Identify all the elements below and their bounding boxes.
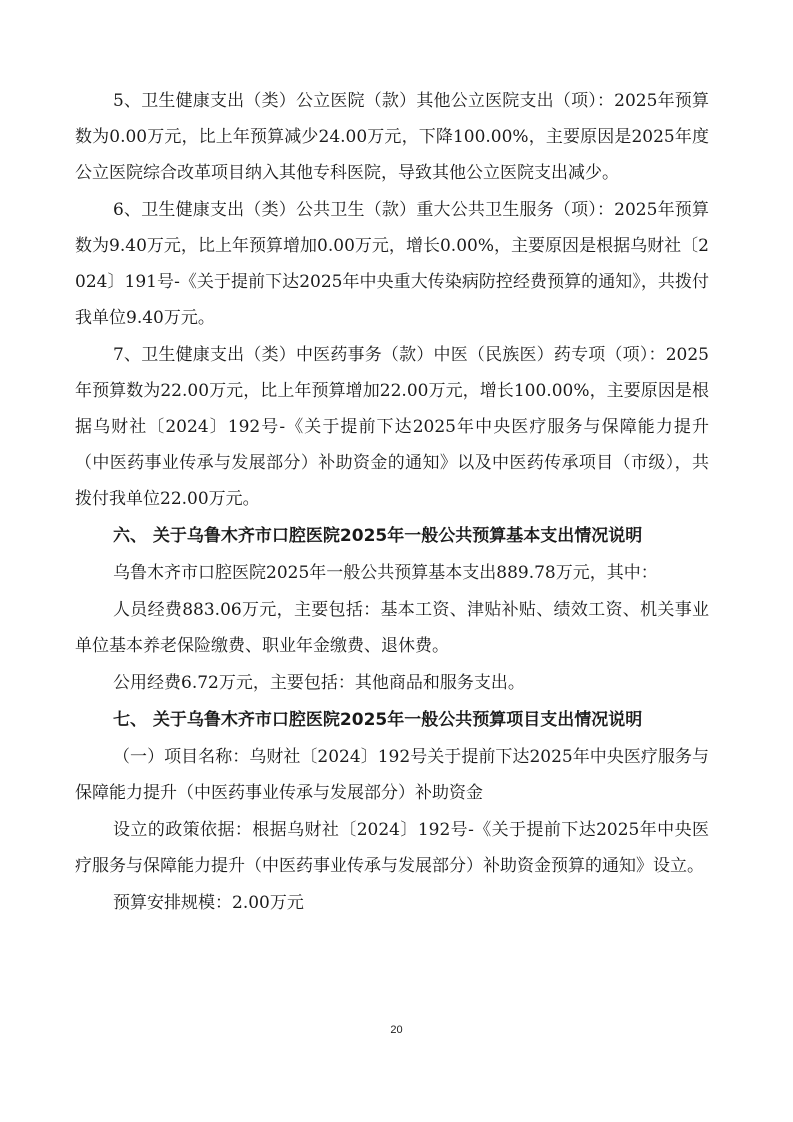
project-name: （一）项目名称：乌财社〔2024〕192号关于提前下达2025年中央医疗服务与保障能力提升（中医药事业传承与发展部分）补助资金	[75, 747, 709, 803]
paragraph-item-5: 5、卫生健康支出（类）公立医院（款）其他公立医院支出（项）：2025年预算数为0.00万元，比上年预算减少24.00万元，下降100.00%，主要原因是2025年度公立医院综合改革项目纳入其他专科医院，导致其他公立医院支出减少。	[75, 91, 709, 183]
paragraph-item-6: 6、卫生健康支出（类）公共卫生（款）重大公共卫生服务（项）：2025年预算数为9.40万元，比上年预算增加0.00万元，增长0.00%，主要原因是根据乌财社〔2024〕191号-《关于提前下达2025年中央重大传染病防控经费预算的通知》，共拨付我单位9.40万元。	[75, 200, 709, 328]
personnel-expenses: 人员经费883.06万元，主要包括：基本工资、津贴补贴、绩效工资、机关事业单位基本养老保险缴费、职业年金缴费、退休费。	[75, 600, 709, 656]
page-number: 20	[390, 1024, 403, 1036]
policy-basis: 设立的政策依据：根据乌财社〔2024〕192号-《关于提前下达2025年中央医疗服务与保障能力提升（中医药事业传承与发展部分）补助资金预算的通知》设立。	[75, 820, 709, 876]
basic-expenditure-summary: 乌鲁木齐市口腔医院2025年一般公共预算基本支出889.78万元，其中：	[113, 563, 658, 583]
public-expenses: 公用经费6.72万元，主要包括：其他商品和服务支出。	[113, 673, 525, 693]
budget-scale: 预算安排规模：2.00万元	[113, 893, 304, 913]
document-body	[75, 83, 709, 922]
section-heading-6: 六、 关于乌鲁木齐市口腔医院2025年一般公共预算基本支出情况说明	[113, 526, 643, 546]
paragraph-item-7: 7、卫生健康支出（类）中医药事务（款）中医（民族医）药专项（项）：2025年预算数为22.00万元，比上年预算增加22.00万元，增长100.00%，主要原因是根据乌财社〔2024〕192号-《关于提前下达2025年中央医疗服务与保障能力提升（中医药事业传承与发展部分）补助资金的通知》以及中医药传承项目（市级），共拨付我单位22.00万元。	[75, 345, 709, 509]
section-heading-7: 七、 关于乌鲁木齐市口腔医院2025年一般公共预算项目支出情况说明	[113, 710, 643, 730]
